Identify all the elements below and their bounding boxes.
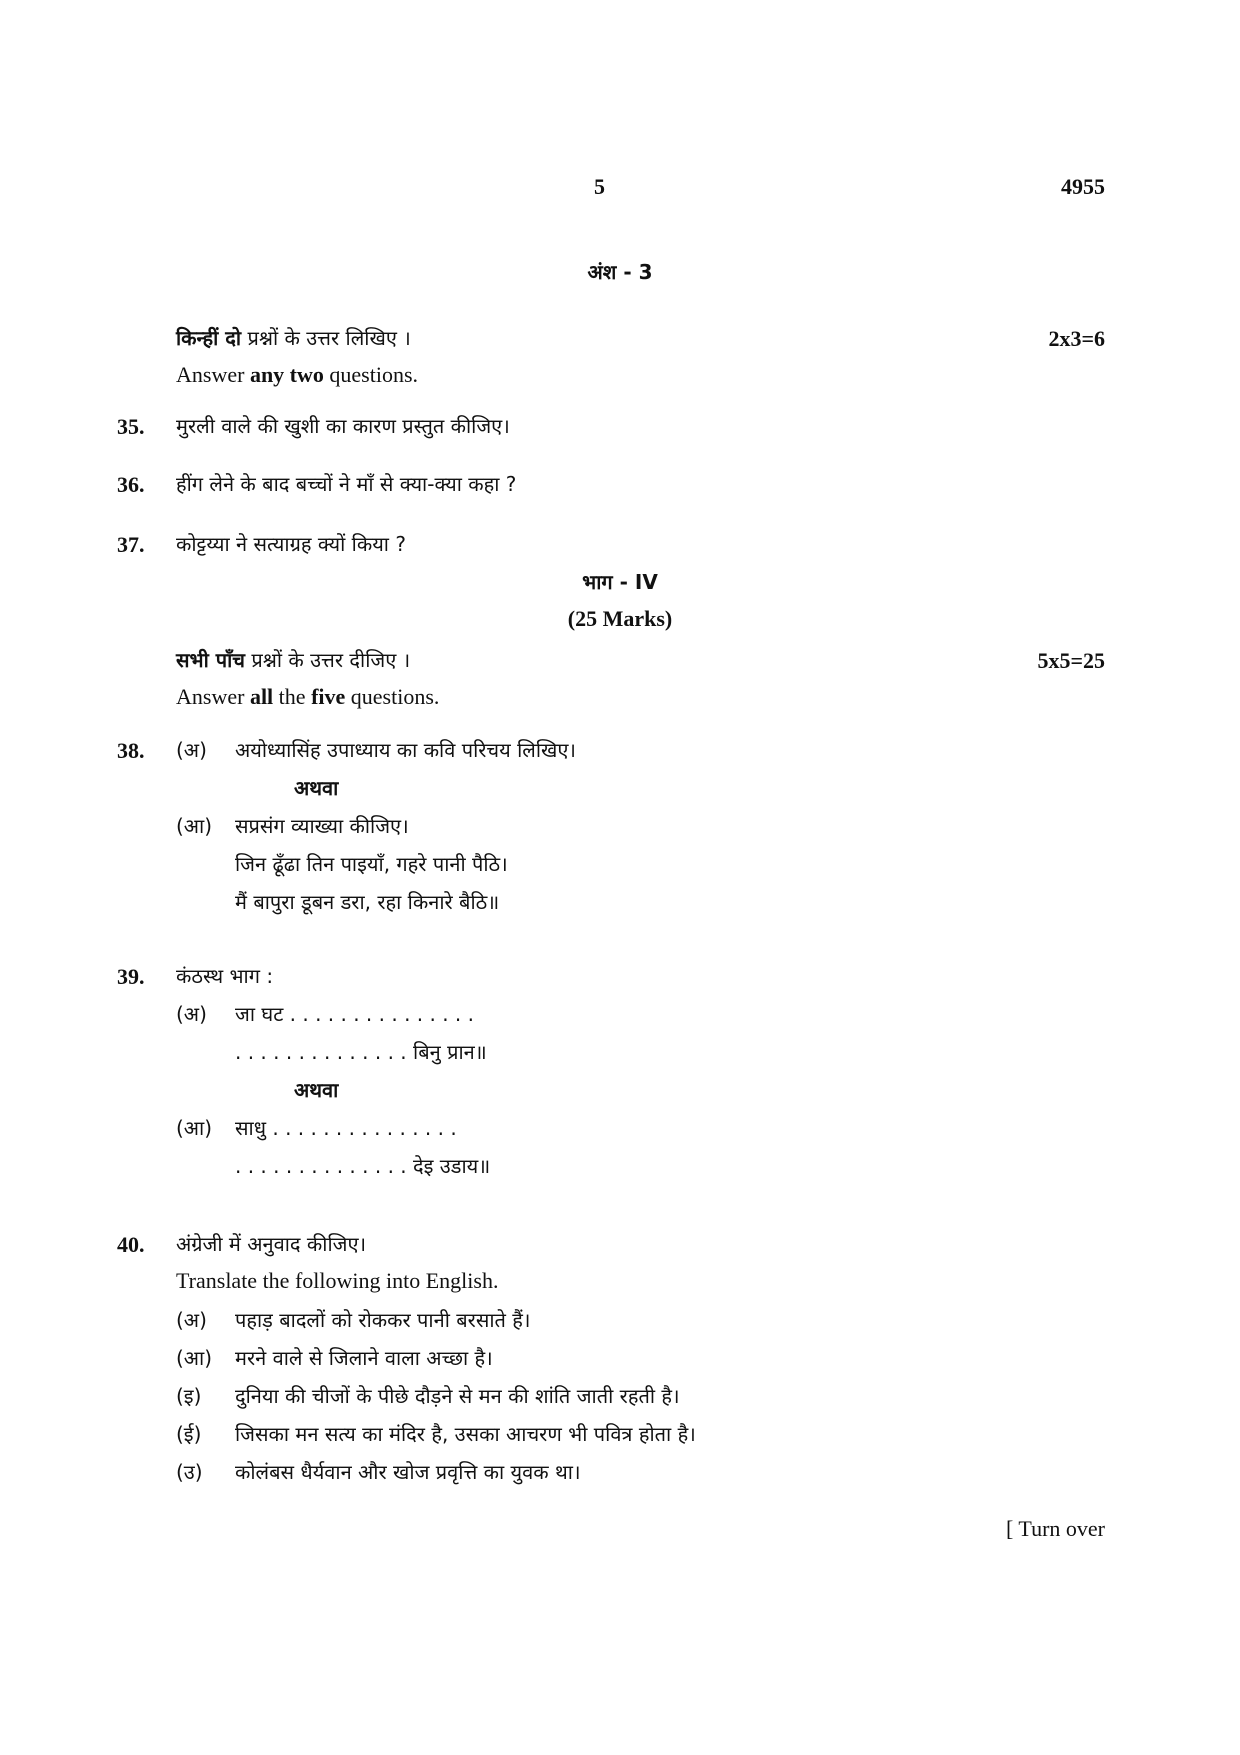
verse-line: मैं बापुरा डूबन डरा, रहा किनारे बैठि॥ <box>235 890 500 914</box>
option-label: (अ) <box>176 738 207 762</box>
verse-line: . . . . . . . . . . . . . . बिनु प्रान॥ <box>235 1040 487 1064</box>
verse-line: जिन ढूँढा तिन पाइयाँ, गहरे पानी पैठि। <box>235 852 508 876</box>
instruction-hindi-bold: किन्हीं दो <box>176 326 242 350</box>
question-text: मुरली वाले की खुशी का कारण प्रस्तुत कीजिए। <box>176 414 510 438</box>
turn-over-note: [ Turn over <box>1005 1516 1105 1541</box>
instruction-en-pre: Answer <box>176 684 250 709</box>
instruction-hindi-rest: प्रश्नों के उत्तर दीजिए । <box>244 648 411 672</box>
verse-line: . . . . . . . . . . . . . . देइ उडाय॥ <box>235 1154 491 1178</box>
part-marks: 5x5=25 <box>1037 648 1105 673</box>
instruction-english <box>176 362 418 388</box>
question-subtitle: Translate the following into English. <box>176 1268 499 1293</box>
instruction-en-mid: the <box>273 684 312 709</box>
or-separator: अथवा <box>294 1078 339 1102</box>
instruction-en-pre: Answer <box>176 362 250 387</box>
option-label: (अ) <box>176 1002 207 1026</box>
option-label: (उ) <box>176 1460 203 1484</box>
instruction-hindi-bold: सभी पाँच <box>176 648 245 672</box>
instruction-hindi <box>176 324 411 351</box>
option-label: (इ) <box>176 1384 202 1408</box>
question-title: अंग्रेजी में अनुवाद कीजिए। <box>176 1232 367 1256</box>
page-number: 5 <box>594 174 605 199</box>
instruction-en-bold: all <box>249 684 274 709</box>
option-label: (ई) <box>176 1422 202 1446</box>
section-marks: 2x3=6 <box>1048 326 1105 351</box>
instruction-hindi-rest: प्रश्नों के उत्तर लिखिए । <box>241 326 411 350</box>
instruction-hindi <box>176 646 410 673</box>
instruction-en-post: questions. <box>323 362 419 387</box>
question-number: 38. <box>117 738 145 763</box>
instruction-en-bold: any two <box>249 362 324 387</box>
option-label: (आ) <box>176 1116 213 1140</box>
question-number: 40. <box>117 1232 145 1257</box>
paper-code: 4955 <box>1061 174 1105 199</box>
instruction-en-post: questions. <box>345 684 440 709</box>
section-title: अंश - 3 <box>587 260 653 284</box>
translation-item: कोलंबस धैर्यवान और खोज प्रवृत्ति का युवक था। <box>235 1460 581 1484</box>
question-text: हींग लेने के बाद बच्चों ने माँ से क्या-क्या कहा ? <box>176 472 517 496</box>
question-text: कोट्टय्या ने सत्याग्रह क्यों किया ? <box>176 532 406 556</box>
question-number: 37. <box>117 532 145 557</box>
translation-item: मरने वाले से जिलाने वाला अच्छा है। <box>235 1346 493 1370</box>
question-number: 36. <box>117 472 145 497</box>
option-label: (अ) <box>176 1308 207 1332</box>
question-number: 39. <box>117 964 145 989</box>
verse-line: साधु . . . . . . . . . . . . . . . <box>235 1116 457 1140</box>
translation-item: पहाड़ बादलों को रोककर पानी बरसाते हैं। <box>235 1308 531 1332</box>
or-separator: अथवा <box>294 776 339 800</box>
option-label: (आ) <box>176 814 213 838</box>
option-label: (आ) <box>176 1346 213 1370</box>
part-title: भाग - IV <box>582 570 658 594</box>
question-number: 35. <box>117 414 145 439</box>
translation-item: जिसका मन सत्य का मंदिर है, उसका आचरण भी पवित्र होता है। <box>235 1422 696 1446</box>
option-text: सप्रसंग व्याख्या कीजिए। <box>235 814 409 838</box>
instruction-english <box>176 684 439 710</box>
verse-line: जा घट . . . . . . . . . . . . . . . <box>235 1002 475 1026</box>
translation-item: दुनिया की चीजों के पीछे दौड़ने से मन की शांति जाती रहती है। <box>235 1384 680 1408</box>
question-title: कंठस्थ भाग : <box>176 964 274 988</box>
option-text: अयोध्यासिंह उपाध्याय का कवि परिचय लिखिए। <box>235 738 577 762</box>
part-marks-total: (25 Marks) <box>567 606 673 631</box>
instruction-en-bold: five <box>311 684 346 709</box>
